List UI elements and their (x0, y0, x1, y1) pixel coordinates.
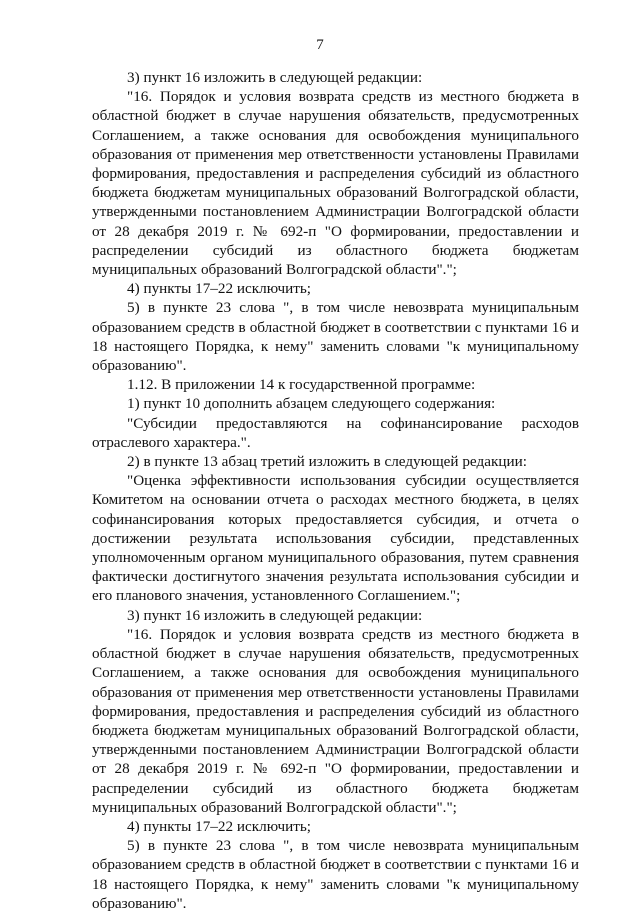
paragraph-efficiency-text: "Оценка эффективности использования субсидии осуществляется Комитетом на основании отчета о расходах местного бюджета, в целях софинансирования которых предоставляется субсидия, и отчета о достижении результата использования субсидии, представленных уполномоченным органом муниципального образования, путем сравнения фактически достигнутого значения результата использования субсидии и его планового значения, установленного Соглашением."; (92, 472, 579, 605)
paragraph-point-16-text-second: "16. Порядок и условия возврата средств из местного бюджета в областной бюджет в случае нарушения обязательств, предусмотренных Соглашением, а также основания для освобождения муниципального образования от применения мер ответственности установлены Правилами формирования, предоставления и распределения субсидий из областного бюджета бюджетам муниципальных образований Волгоградской области, утвержденными постановлением Администрации Волгоградской области от 28 декабря 2019 г. № 692-п "О формировании, предоставлении и распределении субсидий из областного бюджета бюджетам муниципальных образований Волгоградской области"."; (92, 625, 579, 816)
paragraph-point-16-text: "16. Порядок и условия возврата средств из местного бюджета в областной бюджет в случае нарушения обязательств, предусмотренных Соглашением, а также основания для освобождения муниципального образования от применения мер ответственности установлены Правилами формирования, предоставления и распределения субсидий из областного бюджета бюджетам муниципальных образований Волгоградской области, утвержденными постановлением Администрации Волгоградской области от 28 декабря 2019 г. № 692-п "О формировании, предоставлении и распределении субсидий из областного бюджета бюджетам муниципальных образований Волгоградской области"."; (92, 88, 579, 279)
paragraph-subsidy-text: "Субсидии предоставляются на софинансирование расходов отраслевого характера.". (92, 414, 579, 451)
page-number: 7 (316, 37, 324, 53)
paragraph-item-3-intro: 3) пункт 16 изложить в следующей редакции: (127, 69, 423, 86)
document-body (92, 68, 579, 913)
paragraph-item-4: 4) пункты 17–22 исключить; (127, 280, 312, 298)
paragraph-item-5-second: 5) в пункте 23 слова ", в том числе невозврата муниципальным образованием средств в областной бюджет в соответствии с пунктами 16 и 18 настоящего Порядка, к нему" заменить словами "к муниципальному образованию". (92, 837, 579, 912)
paragraph-item-3-intro-second: 3) пункт 16 изложить в следующей редакции: (127, 606, 423, 624)
paragraph-section-1-12: 1.12. В приложении 14 к государственной программе: (127, 376, 476, 394)
paragraph-item-1: 1) пункт 10 дополнить абзацем следующего содержания: (127, 395, 496, 413)
paragraph-item-2: 2) в пункте 13 абзац третий изложить в следующей редакции: (127, 453, 527, 471)
paragraph-item-4-second: 4) пункты 17–22 исключить; (127, 817, 312, 835)
paragraph-item-5: 5) в пункте 23 слова ", в том числе невозврата муниципальным образованием средств в областной бюджет в соответствии с пунктами 16 и 18 настоящего Порядка, к нему" заменить словами "к муниципальному образованию". (92, 299, 579, 375)
